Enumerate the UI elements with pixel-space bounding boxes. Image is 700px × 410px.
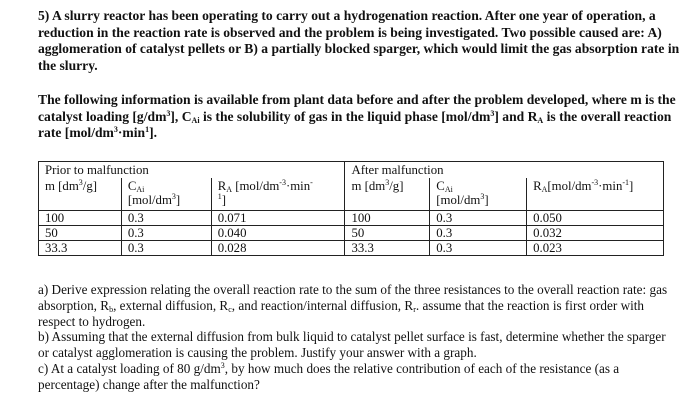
cell-m-before: 50 [39, 226, 122, 241]
question-a: a) Derive expression relating the overall reaction rate to the sum of the three resistances to the overall reaction rate: gas absorption, $R_b$, external diffusion, $R_c$, and reaction/internal diffusion, $R_r$. assume that the reaction is first order with respect to hydrogen. [38, 282, 668, 329]
cell-m-before: 33.3 [39, 241, 122, 256]
cell-r-after: 0.050 [527, 211, 664, 226]
cell-r-before: 0.071 [211, 211, 345, 226]
cell-r-before: 0.040 [211, 226, 345, 241]
cell-c-before: 0.3 [121, 241, 211, 256]
cell-c-after: 0.3 [430, 226, 527, 241]
plant-data-table [38, 161, 664, 256]
cell-c-before: 0.3 [121, 226, 211, 241]
group-before-header: Prior to malfunction [39, 162, 345, 179]
problem-intro-text: 5) A slurry reactor has been operating to carry out a hydrogenation reaction. After one year of operation, a reduction in the reaction rate is observed and the problem is being investigated. Two possible caused are: A) agglomeration of catalyst pellets or B) a partially blocked sparger, which would limit the gas absorption rate in the slurry. [38, 8, 680, 73]
col-header-m-after: m $[dm^3/g]$ [345, 178, 430, 211]
col-header-c-before: $C_{Ai}$ $[mol/dm^3]$ [121, 178, 211, 211]
table-row [39, 211, 664, 226]
question-list [38, 282, 678, 393]
cell-m-after: 33.3 [345, 241, 430, 256]
question-c: c) At a catalyst loading of 80 $g/dm^3$, by how much does the relative contribution of each of the resistance (as a percentage) change after the malfunction? [38, 360, 620, 392]
table-row [39, 226, 664, 241]
cell-m-after: 100 [345, 211, 430, 226]
plant-data-text-3: is the solubility of gas in the liquid phase [mol/dm [199, 108, 491, 124]
col-header-m-before: m $[dm^3/g]$ [39, 178, 122, 211]
cell-r-after: 0.032 [527, 226, 664, 241]
cell-r-before: 0.028 [211, 241, 345, 256]
group-after-header: After malfunction [345, 162, 664, 179]
plant-data-text-7: ]. [149, 125, 158, 141]
cell-c-after: 0.3 [430, 211, 527, 226]
cell-c-after: 0.3 [430, 241, 527, 256]
plant-data-description: The following information is available from plant data before and after the problem developed, where m is the catalyst loading $[g/dm^3]$, $C_{Ai}$ is the solubility of gas in the liquid phase $[mol/dm^3]$ and $R_A$ is the overall reaction rate $[mol/dm^3\cdot\min^1]$. [38, 92, 676, 141]
plant-data-text-6: ·min [117, 125, 146, 141]
problem-intro [38, 8, 684, 74]
col-header-c-after: $C_{Ai}$ $[mol/dm^3]$ [430, 178, 527, 211]
table-row [39, 241, 664, 256]
plant-data-text-2: ], C [170, 108, 192, 124]
col-header-r-after: $R_A[mol/dm^{-3}\cdot\min^{-1}]$ [527, 178, 664, 211]
plant-data-text-4: ] and R [494, 108, 538, 124]
cell-r-after: 0.023 [527, 241, 664, 256]
cell-m-before: 100 [39, 211, 122, 226]
cell-m-after: 50 [345, 226, 430, 241]
plant-data-text-1: The following information is available from plant data before and after the problem developed, where m is the catalyst loading [g/dm [38, 92, 676, 124]
plant-data-text-5: is the overall reaction rate [mol/dm [38, 108, 672, 141]
question-b: b) Assuming that the external diffusion from bulk liquid to catalyst pellet surface is fast, determine whether the sparger or catalyst agglomeration is causing the problem. Justify your answer with a graph. [38, 329, 666, 361]
col-header-r-before: $R_A$ [$mol/dm^{-3}\cdot\min^-$ $^1$] [211, 178, 345, 211]
cell-c-before: 0.3 [121, 211, 211, 226]
